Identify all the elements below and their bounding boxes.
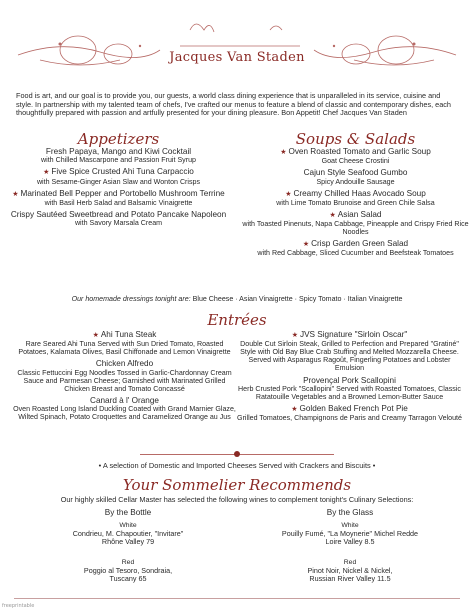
menu-item-description: with Chilled Mascarpone and Passion Fruit Syrup (41, 156, 196, 165)
menu-item-description: with Basil Herb Salad and Balsamic Vinaigrette (44, 198, 193, 207)
menu-item-title: Crisp Garden Green Salad (311, 239, 409, 249)
menu-item (237, 404, 462, 422)
bottle-white-line-2: Rhône Valley 79 (101, 537, 155, 547)
menu-item (12, 396, 237, 421)
signature-star-icon: ★ (291, 332, 300, 339)
signature-star-icon: ★ (302, 241, 312, 249)
signature-star-icon: ★ (291, 405, 300, 413)
wine-by-glass (240, 508, 460, 584)
sommelier-title: Your Sommelier Recommends (122, 476, 352, 494)
divider-ornament (234, 451, 240, 457)
menu-item-name (237, 330, 462, 340)
menu-item-title: Chicken Alfredo (95, 359, 154, 369)
footer-watermark: freeprintable (2, 603, 35, 609)
glass-red-line-2: Russian River Valley 11.5 (309, 574, 391, 584)
soups-section (237, 131, 474, 261)
menu-item (237, 376, 462, 401)
menu-item (237, 147, 474, 165)
menu-item-name (12, 396, 237, 405)
appetizer-list (0, 147, 237, 227)
appetizers-title: Appetizers (77, 130, 160, 148)
intro-paragraph: Food is art, and our goal is to provide you, our guests, a world class dining experience that is unparalleled in its service, cuisine and style. In partnership with my talented team of chefs, I've crafted our menus to feature a blend of classic and contemporary dishes, each thoughtfully prepared with passion and artfully presented for your dining pleasure. Bon Appetit! Chef Jacques Van Staden (16, 91, 451, 118)
menu-item-description: Goat Cheese Crostini (321, 157, 390, 166)
signature-star-icon: ★ (92, 332, 101, 339)
menu-item (237, 189, 474, 207)
entrees-right (237, 330, 462, 425)
menu-item-title: JVS Signature "Sirloin Oscar" (299, 330, 408, 339)
glass-red-line-1: Pinot Noir, Nickel & Nickel, (307, 565, 393, 575)
menu-item-title: Marinated Bell Pepper and Portobello Mushroom Terrine (20, 188, 225, 198)
menu-item-name (237, 210, 474, 220)
dressings-note (0, 295, 474, 303)
restaurant-logo-text: Jacques Van Staden (169, 50, 305, 65)
glass-red-label: Red (343, 558, 357, 566)
signature-star-icon: ★ (43, 169, 52, 177)
bottle-red-line-2: Tuscany 65 (109, 574, 147, 584)
entrees-left (12, 330, 237, 424)
menu-item-description: with Sesame-Ginger Asian Slaw and Wonton Crisps (36, 177, 201, 186)
menu-item-title: Creamy Chilled Haas Avocado Soup (293, 188, 426, 198)
glass-white-label: White (341, 522, 359, 529)
entree-left-list (12, 330, 237, 421)
bottle-white-label: White (119, 522, 137, 529)
signature-star-icon: ★ (329, 211, 338, 219)
menu-item (0, 167, 237, 185)
menu-item-name (0, 147, 237, 156)
menu-item-title: Cajun Style Seafood Gumbo (303, 168, 408, 178)
menu-item-name (237, 147, 474, 157)
menu-item-description: Oven Roasted Long Island Duckling Coated with Grand Marnier Glaze, Wilted Spinach, Potato Croquettes and Caramelized Orange au Jus (13, 405, 236, 422)
menu-item-description: with Savory Marsala Cream (74, 219, 163, 228)
menu-item (0, 189, 237, 207)
sommelier-description: Our highly skilled Cellar Master has selected the following wines to complement tonight's Culinary Selections: (60, 495, 414, 504)
menu-item-description: with Lime Tomato Brunoise and Green Chile Salsa (276, 198, 435, 207)
wine-by-bottle (18, 508, 238, 584)
menu-item-title: Ahi Tuna Steak (100, 330, 157, 339)
cheese-line: • A selection of Domestic and Imported Cheeses Served with Crackers and Biscuits • (98, 461, 376, 470)
bottle-heading: By the Bottle (104, 508, 152, 517)
menu-item-title: Five Spice Crusted Ahi Tuna Carpaccio (51, 167, 194, 177)
menu-item (12, 330, 237, 356)
signature-star-icon: ★ (12, 190, 21, 198)
signature-star-icon: ★ (280, 149, 289, 156)
menu-item-title: Crispy Sautéed Sweetbread and Potato Pancake Napoleon (10, 209, 227, 219)
menu-item-title: Provençal Pork Scallopini (303, 375, 396, 385)
signature-star-icon: ★ (285, 190, 294, 198)
menu-item-name (0, 167, 237, 177)
menu-item-title: Asian Salad (337, 209, 382, 219)
menu-item-name (12, 359, 237, 368)
menu-item (237, 168, 474, 185)
footer-rule (14, 598, 460, 599)
bottle-white-line-1: Condrieu, M. Chapoutier, "Invitare" (72, 529, 184, 538)
menu-item-name (0, 189, 237, 199)
appetizers-section (0, 131, 237, 230)
menu-item-name (237, 376, 462, 385)
menu-item-description: with Red Cabbage, Sliced Cucumber and Beefsteak Tomatoes (257, 249, 454, 258)
bottle-red-line-1: Poggio al Tesoro, Sondraia, (83, 565, 173, 575)
menu-header (0, 0, 474, 90)
menu-item-description: Rare Seared Ahi Tuna Served with Sun Dried Tomato, Roasted Potatoes, Kalamata Olives, Basil Chiffonade and Lemon Vinaigrette (18, 340, 231, 357)
menu-item-name (237, 239, 474, 249)
menu-item-description: Grilled Tomatoes, Champignons de Paris and Creamy Tarragon Velouté (237, 414, 462, 423)
entree-right-list (237, 330, 462, 422)
menu-item-title: Fresh Papaya, Mango and Kiwi Cocktail (45, 147, 192, 156)
menu-item (237, 239, 474, 257)
dressings-label: Our homemade dressings tonight are: (71, 295, 191, 303)
menu-item (12, 359, 237, 392)
menu-item-name (0, 210, 237, 219)
menu-item-name (237, 168, 474, 177)
glass-white-line-2: Loire Valley 8.5 (325, 537, 375, 547)
glass-white-line-1: Pouilly Fumé, "La Moynerie" Michel Redde (281, 529, 419, 538)
menu-item-description: Double Cut Sirloin Steak, Grilled to Perfection and Prepared "Gratiné" Style with Old Bay Blue Crab Stuffing and Melted Mozzarella Cheese. Served with Asparagus Ragoût, Fingerling Potatoes and Lobster Emulsion (240, 340, 459, 373)
soup-list (237, 147, 474, 258)
entrees-title: Entrées (207, 311, 267, 329)
soups-title: Soups & Salads (295, 130, 416, 148)
menu-item (0, 210, 237, 227)
bottle-red-label: Red (121, 558, 135, 566)
dressings-options: Blue Cheese · Asian Vinaigrette · Spicy Tomato · Italian Vinaigrette (192, 295, 403, 303)
menu-item-description: Spicy Andouille Sausage (316, 177, 395, 186)
menu-item-name (12, 330, 237, 340)
glass-heading: By the Glass (326, 508, 374, 517)
menu-item (0, 147, 237, 164)
menu-item-title: Canard à l' Orange (90, 395, 159, 405)
menu-item-title: Oven Roasted Tomato and Garlic Soup (288, 147, 431, 156)
menu-item-name (237, 404, 462, 414)
menu-item-title: Golden Baked French Pot Pie (299, 403, 408, 413)
menu-item (237, 330, 462, 373)
menu-item (237, 210, 474, 236)
menu-item-description: with Toasted Pinenuts, Napa Cabbage, Pineapple and Crispy Fried Rice Noodles (242, 220, 469, 237)
menu-item-description: Classic Fettuccini Egg Noodles Tossed in Garlic-Chardonnay Cream Sauce and Parmesan Cheese; Garnished with Marinated Grilled Chicken Breast and Tomato Concassé (17, 368, 232, 393)
menu-item-name (237, 189, 474, 199)
menu-item-description: Herb Crusted Pork "Scallopini" Served with Roasted Tomatoes, Classic Ratatouille Vegetables and a Browned Lemon-Butter Sauce (238, 384, 461, 401)
ornament-swirls (0, 0, 474, 90)
